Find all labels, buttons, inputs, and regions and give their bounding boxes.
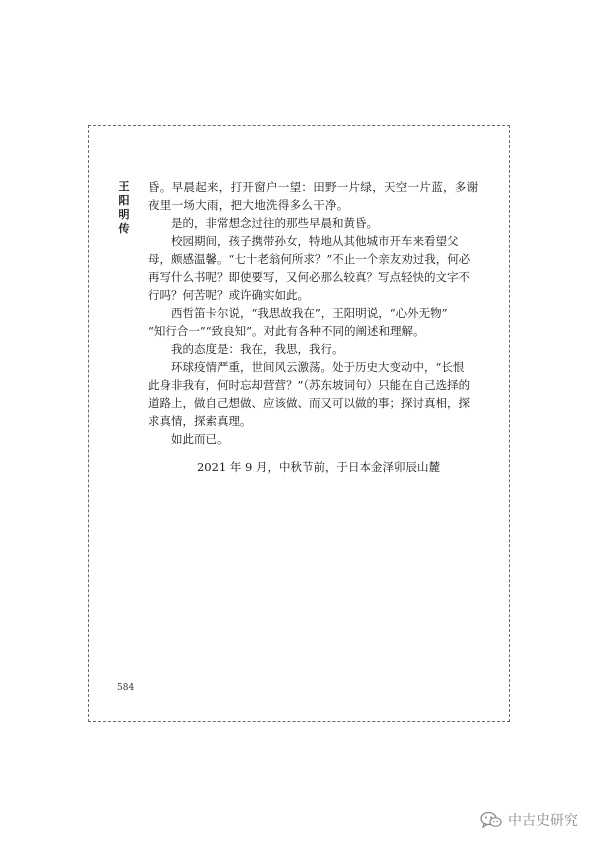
watermark-text: 中古史研究 (508, 813, 578, 829)
paragraph-line: 西哲笛卡尔说，“我思故我在”，王阳明说，“心外无物” (171, 306, 448, 320)
paragraph-line: 此身非我有，何时忘却营营？”（苏东坡词句）只能在自己选择的 (148, 378, 471, 392)
paragraph-line: 校园期间，孩子携带孙女，特地从其他城市开车来看望父 (171, 234, 459, 248)
paragraph-line: 我的态度是：我在，我思，我行。 (171, 342, 344, 356)
poem-line: 夜里一场大雨，把大地洗得多么干净。 (148, 198, 349, 212)
paragraph-line: 环球疫情严重，世间风云激荡。处于历史大变动中，“长恨 (171, 360, 465, 374)
body-text (148, 178, 479, 448)
poem-line: 昏。早晨起来，打开窗户一望：田野一片绿，天空一片蓝，多谢 (148, 180, 479, 194)
paragraph-line: 如此而已。 (171, 432, 229, 446)
paragraph-line: 道路上，做自己想做、应该做、而又可以做的事；探讨真相，探 (148, 396, 470, 410)
paragraph-line: 再写什么书呢？即使要写，又何必那么较真？写点轻快的文字不 (148, 270, 470, 284)
paragraph-line: 母，颇感温馨。“七十老翁何所求？”不止一个亲友劝过我，何必 (148, 252, 471, 266)
paragraph-line: 行吗？何苦呢？或许确实如此。 (148, 288, 309, 302)
dateline: 2021 年 9 月，中秋节前，于日本金泽卯辰山麓 (196, 460, 440, 474)
paragraph-line: 是的，非常想念过往的那些早晨和黄昏。 (171, 216, 378, 230)
paragraph-line: “知行合一”“致良知”。对此有各种不同的阐述和理解。 (148, 324, 425, 338)
running-head: 王阳明传 (118, 180, 130, 235)
wechat-icon (480, 811, 502, 829)
page-number: 584 (117, 683, 135, 693)
watermark (480, 808, 578, 832)
paragraph-line: 求真情，探索真理。 (148, 414, 252, 428)
